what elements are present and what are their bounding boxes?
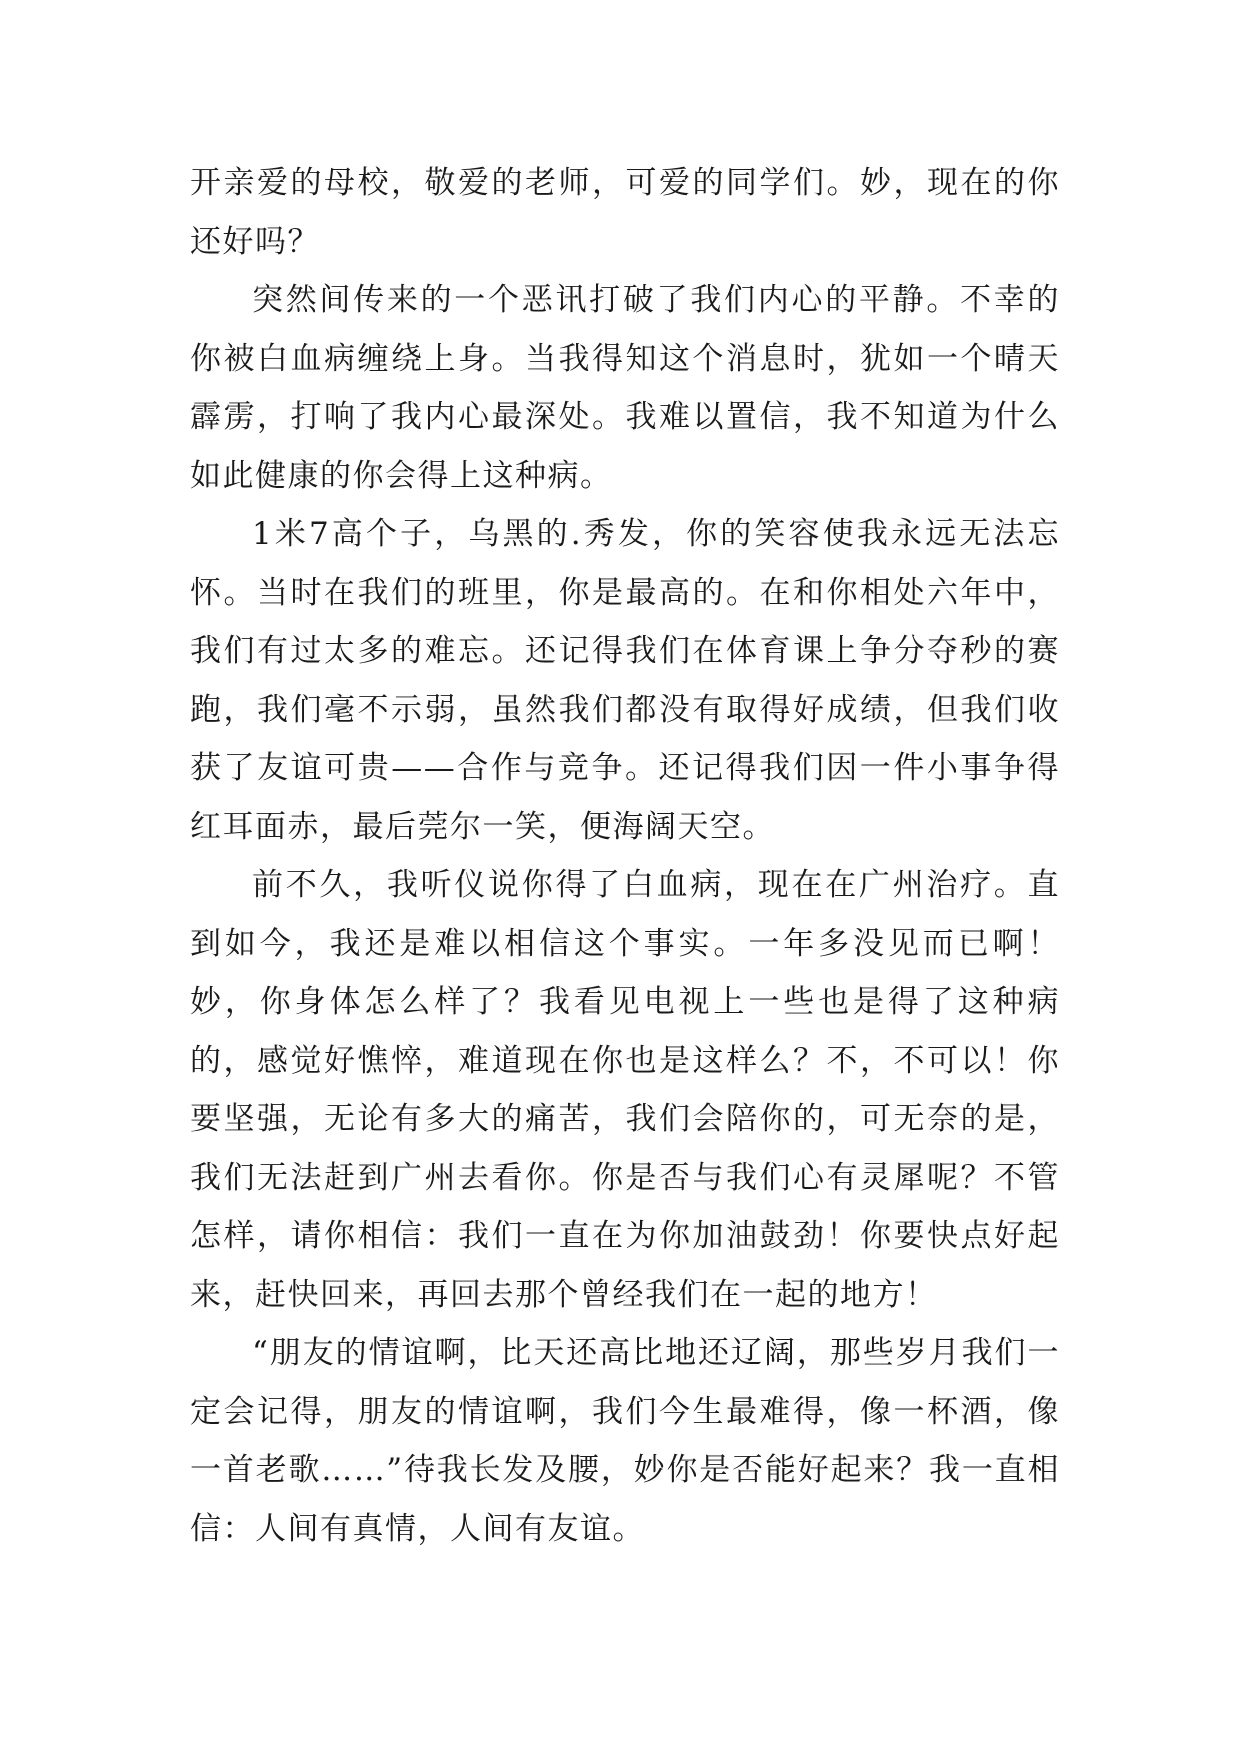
paragraph-friendship-song: “朋友的情谊啊，比天还高比地还辽阔，那些岁月我们一定会记得，朋友的情谊啊，我们今生最难得，像一杯酒，像一首老歌……”待我长发及腰，妙你是否能好起来？我一直相信：人间有真情，人间有友谊。: [190, 1335, 1060, 1547]
paragraph-bad-news: 突然间传来的一个恶讯打破了我们内心的平静。不幸的你被白血病缠绕上身。当我得知这个消息时，犹如一个晴天霹雳，打响了我内心最深处。我难以置信，我不知道为什么如此健康的你会得上这种病。: [190, 282, 1060, 494]
paragraph-continuation: 开亲爱的母校，敬爱的老师，可爱的同学们。妙，现在的你还好吗？: [190, 165, 1060, 260]
paragraph-memories: 1米7高个子，乌黑的.秀发，你的笑容使我永远无法忘怀。当时在我们的班里，你是最高的。在和你相处六年中，我们有过太多的难忘。还记得我们在体育课上争分夺秒的赛跑，我们毫不示弱，虽然我们都没有取得好成绩，但我们收获了友谊可贵——合作与竞争。还记得我们因一件小事争得红耳面赤，最后莞尔一笑，便海阔天空。: [190, 516, 1060, 845]
paragraph-encouragement: 前不久，我听仪说你得了白血病，现在在广州治疗。直到如今，我还是难以相信这个事实。一年多没见而已啊！妙，你身体怎么样了？我看见电视上一些也是得了这种病的，感觉好憔悴，难道现在你也是这样么？不，不可以！你要坚强，无论有多大的痛苦，我们会陪你的，可无奈的是，我们无法赶到广州去看你。你是否与我们心有灵犀呢？不管怎样，请你相信：我们一直在为你加油鼓劲！你要快点好起来，赶快回来，再回去那个曾经我们在一起的地方！: [190, 867, 1060, 1313]
body-text: [190, 154, 1060, 1558]
